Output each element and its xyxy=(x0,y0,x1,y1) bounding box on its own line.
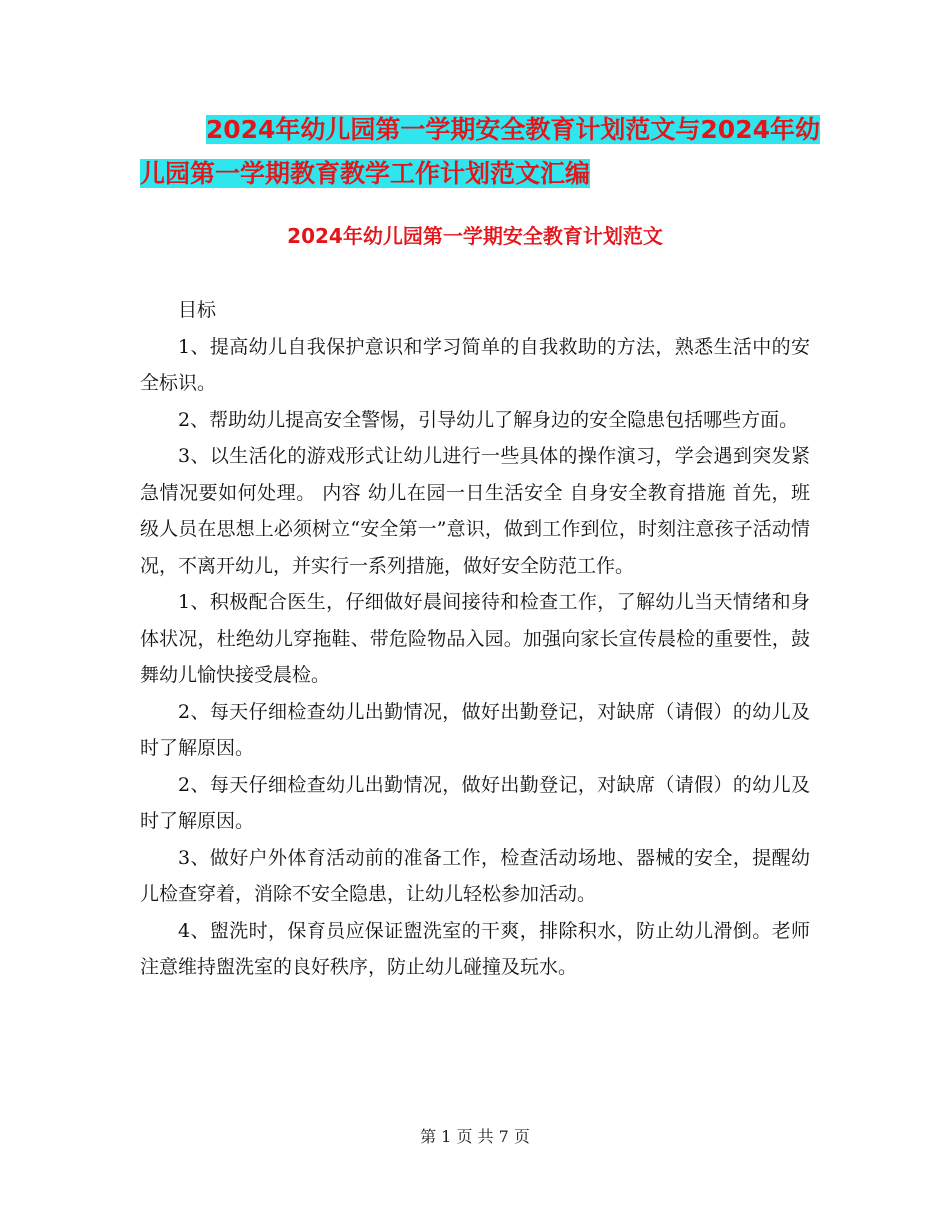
paragraph: 3、以生活化的游戏形式让幼儿进行一些具体的操作演习，学会遇到突发紧急情况要如何处理。 内容 幼儿在园一日生活安全 自身安全教育措施 首先，班级人员在思想上必须树立“安全第一”意识，做到工作到位，时刻注意孩子活动情况，不离开幼儿，并实行一系列措施，做好安全防范工作。 xyxy=(140,445,810,577)
title-highlight-2: 儿园第一学期教育教学工作计划范文汇编 xyxy=(140,159,591,188)
document-title-line-1 xyxy=(140,108,820,152)
document-title xyxy=(140,108,820,196)
document-body xyxy=(140,292,810,986)
title-highlight-1: 2024年幼儿园第一学期安全教育计划范文与2024年幼 xyxy=(205,115,820,144)
paragraph-heading-goal: 目标 xyxy=(178,299,217,321)
page-number-footer xyxy=(0,1125,950,1149)
paragraph: 3、做好户外体育活动前的准备工作，检查活动场地、器械的安全，提醒幼儿检查穿着，消除不安全隐患，让幼儿轻松参加活动。 xyxy=(140,846,810,905)
page-number-text: 第 1 页 共 7 页 xyxy=(420,1127,530,1146)
paragraph: 4、盥洗时，保育员应保证盥洗室的干爽，排除积水，防止幼儿滑倒。老师注意维持盥洗室的良好秩序，防止幼儿碰撞及玩水。 xyxy=(140,919,810,978)
paragraph: 2、帮助幼儿提高安全警惕，引导幼儿了解身边的安全隐患包括哪些方面。 xyxy=(178,408,799,431)
section-title: 2024年幼儿园第一学期安全教育计划范文 xyxy=(287,224,663,248)
paragraph: 2、每天仔细检查幼儿出勤情况，做好出勤登记，对缺席（请假）的幼儿及时了解原因。 xyxy=(140,700,810,759)
paragraph: 1、积极配合医生，仔细做好晨间接待和检查工作，了解幼儿当天情绪和身体状况，杜绝幼儿穿拖鞋、带危险物品入园。加强向家长宣传晨检的重要性，鼓舞幼儿愉快接受晨检。 xyxy=(140,591,810,686)
document-title-line-2 xyxy=(140,152,820,196)
paragraph: 1、提高幼儿自我保护意识和学习简单的自我救助的方法，熟悉生活中的安全标识。 xyxy=(140,335,810,394)
paragraph: 2、每天仔细检查幼儿出勤情况，做好出勤登记，对缺席（请假）的幼儿及时了解原因。 xyxy=(140,773,810,832)
